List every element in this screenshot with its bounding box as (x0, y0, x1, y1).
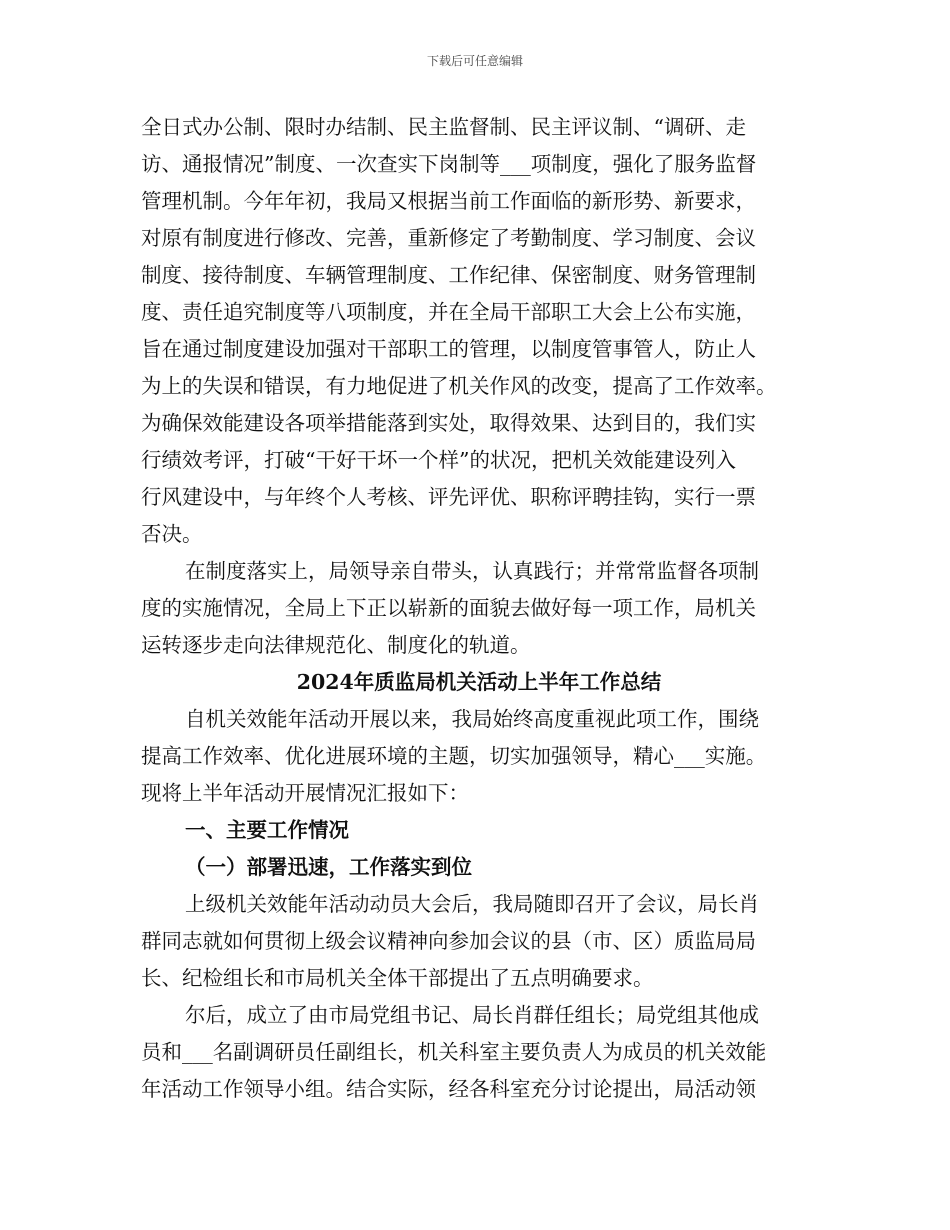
text-line: 对原有制度进行修改、完善，重新修定了考勤制度、学习制度、会议 (141, 226, 756, 250)
text-line: 尔后，成立了由市局党组书记、局长肖群任组长；局党组其他成 (185, 1003, 759, 1027)
text-line: 一、主要工作情况 (185, 818, 349, 842)
text-line: 行风建设中，与年终个人考核、评先评优、职称评聘挂钩，实行一票 (141, 485, 756, 509)
text-line: 自机关效能年活动开展以来，我局始终高度重视此项工作，围绕 (185, 707, 759, 731)
text-line: 员和___名副调研员任副组长，机关科室主要负责人为成员的机关效能 (141, 1040, 767, 1064)
text-line: 旨在通过制度建设加强对干部职工的管理，以制度管事管人，防止人 (141, 337, 756, 361)
text-line: 年活动工作领导小组。结合实际，经各科室充分讨论提出，局活动领 (141, 1077, 756, 1101)
text-line: 提高工作效率、优化进展环境的主题，切实加强领导，精心___实施。 (141, 744, 767, 768)
text-line: 现将上半年活动开展情况汇报如下： (141, 781, 469, 805)
text-line: （一）部署迅速，工作落实到位 (185, 855, 472, 879)
text-line: 在制度落实上，局领导亲自带头，认真践行；并常常监督各项制 (185, 559, 759, 583)
text-line: 行绩效考评，打破“干好干坏一个样”的状况，把机关效能建设列入 (141, 448, 736, 472)
document-body (141, 112, 817, 1111)
text-line: 运转逐步走向法律规范化、制度化的轨道。 (141, 633, 531, 657)
text-line: 访、通报情况”制度、一次查实下岗制等___项制度，强化了服务监督 (141, 152, 757, 176)
text-line: 管理机制。今年年初，我局又根据当前工作面临的新形势、新要求， (141, 189, 756, 213)
text-line: 制度、接待制度、车辆管理制度、工作纪律、保密制度、财务管理制 (141, 263, 756, 287)
text-line: 群同志就如何贯彻上级会议精神向参加会议的县（市、区）质监局局 (141, 929, 756, 953)
text-line: 为上的失误和错误，有力地促进了机关作风的改变，提高了工作效率。 (141, 374, 777, 398)
text-line: 长、纪检组长和市局机关全体干部提出了五点明确要求。 (141, 966, 654, 990)
page-header-note: 下载后可任意编辑 (426, 54, 523, 68)
text-line: 度的实施情况，全局上下正以崭新的面貌去做好每一项工作，局机关 (141, 596, 756, 620)
text-line: 上级机关效能年活动动员大会后，我局随即召开了会议，局长肖 (185, 892, 759, 916)
text-line: 为确保效能建设各项举措能落到实处，取得效果、达到目的，我们实 (141, 411, 756, 435)
text-line: 全日式办公制、限时办结制、民主监督制、民主评议制、“调研、走 (141, 115, 746, 139)
text-line: 度、责任追究制度等八项制度，并在全局干部职工大会上公布实施， (141, 300, 756, 324)
text-line: 否决。 (141, 522, 203, 546)
section-title: 2024年质监局机关活动上半年工作总结 (296, 670, 662, 694)
